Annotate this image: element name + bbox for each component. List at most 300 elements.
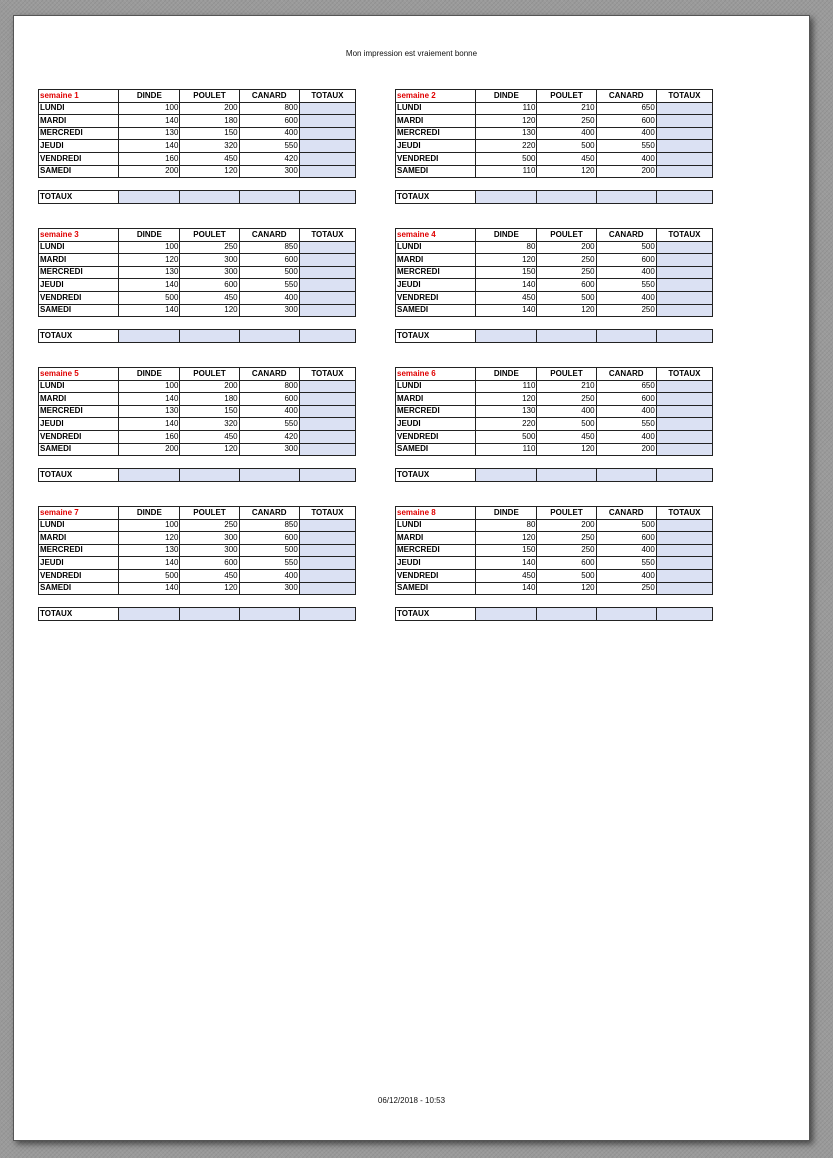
- poulet-cell[interactable]: 120: [537, 304, 596, 317]
- column-header: TOTAUX: [299, 229, 355, 242]
- dinde-cell[interactable]: 130: [119, 405, 180, 418]
- row-total-cell[interactable]: [299, 582, 355, 595]
- total-cell[interactable]: [596, 330, 656, 343]
- totals-row: [396, 191, 713, 204]
- dinde-cell[interactable]: 450: [476, 569, 537, 582]
- dinde-cell[interactable]: 140: [476, 557, 537, 570]
- column-header: DINDE: [119, 90, 180, 103]
- dinde-cell[interactable]: 110: [476, 380, 537, 393]
- canard-cell[interactable]: 400: [239, 405, 299, 418]
- total-cell[interactable]: [239, 191, 299, 204]
- canard-cell[interactable]: 500: [239, 266, 299, 279]
- dinde-cell[interactable]: 220: [476, 418, 537, 431]
- row-total-cell[interactable]: [656, 393, 712, 406]
- total-cell[interactable]: [476, 608, 537, 621]
- table-row: [39, 254, 356, 267]
- dinde-cell[interactable]: 150: [476, 266, 537, 279]
- row-total-cell[interactable]: [656, 532, 712, 545]
- poulet-cell[interactable]: 150: [180, 405, 239, 418]
- poulet-cell[interactable]: 250: [180, 241, 239, 254]
- row-total-cell[interactable]: [656, 165, 712, 178]
- week-totals-table: [38, 468, 356, 482]
- canard-cell[interactable]: 300: [239, 304, 299, 317]
- column-header: POULET: [180, 229, 239, 242]
- dinde-cell[interactable]: 120: [119, 532, 180, 545]
- poulet-cell[interactable]: 500: [537, 569, 596, 582]
- table-row: [396, 304, 713, 317]
- column-header: CANARD: [239, 507, 299, 520]
- canard-cell[interactable]: 400: [596, 430, 656, 443]
- total-cell[interactable]: [537, 330, 596, 343]
- canard-cell[interactable]: 500: [239, 544, 299, 557]
- row-total-cell[interactable]: [299, 405, 355, 418]
- day-label: SAMEDI: [39, 304, 119, 317]
- poulet-cell[interactable]: 450: [180, 291, 239, 304]
- poulet-cell[interactable]: 250: [537, 393, 596, 406]
- total-cell[interactable]: [656, 191, 712, 204]
- total-cell[interactable]: [596, 608, 656, 621]
- table-row: [396, 405, 713, 418]
- canard-cell[interactable]: 400: [239, 127, 299, 140]
- canard-cell[interactable]: 650: [596, 102, 656, 115]
- poulet-cell[interactable]: 210: [537, 102, 596, 115]
- table-row: [39, 380, 356, 393]
- row-total-cell[interactable]: [299, 152, 355, 165]
- total-cell[interactable]: [119, 608, 180, 621]
- total-cell[interactable]: [180, 191, 239, 204]
- dinde-cell[interactable]: 120: [476, 393, 537, 406]
- row-total-cell[interactable]: [656, 544, 712, 557]
- row-total-cell[interactable]: [656, 557, 712, 570]
- row-total-cell[interactable]: [656, 279, 712, 292]
- dinde-cell[interactable]: 200: [119, 165, 180, 178]
- poulet-cell[interactable]: 250: [537, 532, 596, 545]
- total-cell[interactable]: [239, 469, 299, 482]
- row-total-cell[interactable]: [299, 165, 355, 178]
- poulet-cell[interactable]: 180: [180, 393, 239, 406]
- column-header: CANARD: [596, 229, 656, 242]
- table-row: [39, 557, 356, 570]
- dinde-cell[interactable]: 140: [119, 115, 180, 128]
- row-total-cell[interactable]: [656, 405, 712, 418]
- table-row: [39, 418, 356, 431]
- table-row: [396, 165, 713, 178]
- header-row: [39, 507, 356, 520]
- canard-cell[interactable]: 250: [596, 304, 656, 317]
- poulet-cell[interactable]: 320: [180, 418, 239, 431]
- row-total-cell[interactable]: [299, 266, 355, 279]
- poulet-cell[interactable]: 500: [537, 140, 596, 153]
- dinde-cell[interactable]: 500: [119, 569, 180, 582]
- total-cell[interactable]: [239, 608, 299, 621]
- total-cell[interactable]: [596, 469, 656, 482]
- week-title: semaine 6: [396, 368, 476, 381]
- day-label: LUNDI: [39, 102, 119, 115]
- row-total-cell[interactable]: [299, 544, 355, 557]
- dinde-cell[interactable]: 100: [119, 380, 180, 393]
- dinde-cell[interactable]: 120: [476, 254, 537, 267]
- canard-cell[interactable]: 600: [596, 254, 656, 267]
- canard-cell[interactable]: 300: [239, 582, 299, 595]
- dinde-cell[interactable]: 130: [119, 266, 180, 279]
- canard-cell[interactable]: 550: [596, 279, 656, 292]
- poulet-cell[interactable]: 400: [537, 405, 596, 418]
- row-total-cell[interactable]: [656, 241, 712, 254]
- canard-cell[interactable]: 800: [239, 102, 299, 115]
- day-label: SAMEDI: [39, 443, 119, 456]
- canard-cell[interactable]: 200: [596, 443, 656, 456]
- poulet-cell[interactable]: 120: [537, 165, 596, 178]
- table-row: [39, 304, 356, 317]
- total-cell[interactable]: [180, 469, 239, 482]
- dinde-cell[interactable]: 450: [476, 291, 537, 304]
- canard-cell[interactable]: 400: [596, 544, 656, 557]
- total-cell[interactable]: [537, 191, 596, 204]
- row-total-cell[interactable]: [299, 127, 355, 140]
- totals-label: TOTAUX: [39, 608, 119, 621]
- poulet-cell[interactable]: 600: [180, 279, 239, 292]
- total-cell[interactable]: [299, 469, 355, 482]
- row-total-cell[interactable]: [656, 418, 712, 431]
- dinde-cell[interactable]: 140: [119, 304, 180, 317]
- totals-label: TOTAUX: [396, 608, 476, 621]
- dinde-cell[interactable]: 130: [476, 127, 537, 140]
- poulet-cell[interactable]: 210: [537, 380, 596, 393]
- row-total-cell[interactable]: [656, 443, 712, 456]
- poulet-cell[interactable]: 500: [537, 291, 596, 304]
- day-label: LUNDI: [39, 241, 119, 254]
- row-total-cell[interactable]: [656, 582, 712, 595]
- poulet-cell[interactable]: 300: [180, 532, 239, 545]
- day-label: JEUDI: [39, 418, 119, 431]
- total-cell[interactable]: [299, 330, 355, 343]
- row-total-cell[interactable]: [656, 115, 712, 128]
- poulet-cell[interactable]: 450: [180, 430, 239, 443]
- table-row: [39, 152, 356, 165]
- dinde-cell[interactable]: 130: [476, 405, 537, 418]
- canard-cell[interactable]: 400: [596, 569, 656, 582]
- row-total-cell[interactable]: [299, 241, 355, 254]
- poulet-cell[interactable]: 120: [537, 443, 596, 456]
- week-title: semaine 1: [39, 90, 119, 103]
- day-label: JEUDI: [396, 279, 476, 292]
- table-row: [396, 569, 713, 582]
- total-cell[interactable]: [537, 608, 596, 621]
- table-row: [39, 569, 356, 582]
- dinde-cell[interactable]: 110: [476, 165, 537, 178]
- poulet-cell[interactable]: 120: [180, 443, 239, 456]
- row-total-cell[interactable]: [299, 304, 355, 317]
- row-total-cell[interactable]: [299, 532, 355, 545]
- day-label: SAMEDI: [396, 304, 476, 317]
- table-row: [396, 532, 713, 545]
- poulet-cell[interactable]: 200: [180, 102, 239, 115]
- total-cell[interactable]: [596, 191, 656, 204]
- canard-cell[interactable]: 400: [596, 266, 656, 279]
- row-total-cell[interactable]: [656, 102, 712, 115]
- canard-cell[interactable]: 850: [239, 241, 299, 254]
- week-title: semaine 2: [396, 90, 476, 103]
- canard-cell[interactable]: 600: [596, 393, 656, 406]
- poulet-cell[interactable]: 600: [537, 279, 596, 292]
- day-label: MARDI: [396, 115, 476, 128]
- poulet-cell[interactable]: 400: [537, 127, 596, 140]
- total-cell[interactable]: [656, 330, 712, 343]
- canard-cell[interactable]: 400: [596, 405, 656, 418]
- row-total-cell[interactable]: [656, 380, 712, 393]
- totals-row: [39, 608, 356, 621]
- day-label: JEUDI: [396, 418, 476, 431]
- table-row: [396, 241, 713, 254]
- canard-cell[interactable]: 400: [596, 291, 656, 304]
- poulet-cell[interactable]: 250: [537, 544, 596, 557]
- table-row: [39, 127, 356, 140]
- total-cell[interactable]: [656, 608, 712, 621]
- row-total-cell[interactable]: [656, 266, 712, 279]
- dinde-cell[interactable]: 200: [119, 443, 180, 456]
- total-cell[interactable]: [656, 469, 712, 482]
- canard-cell[interactable]: 550: [596, 140, 656, 153]
- dinde-cell[interactable]: 160: [119, 152, 180, 165]
- poulet-cell[interactable]: 300: [180, 544, 239, 557]
- canard-cell[interactable]: 600: [239, 532, 299, 545]
- totals-label: TOTAUX: [396, 469, 476, 482]
- total-cell[interactable]: [476, 191, 537, 204]
- row-total-cell[interactable]: [299, 418, 355, 431]
- row-total-cell[interactable]: [299, 254, 355, 267]
- dinde-cell[interactable]: 140: [476, 582, 537, 595]
- canard-cell[interactable]: 420: [239, 430, 299, 443]
- row-total-cell[interactable]: [299, 519, 355, 532]
- poulet-cell[interactable]: 250: [537, 115, 596, 128]
- row-total-cell[interactable]: [299, 102, 355, 115]
- dinde-cell[interactable]: 120: [119, 254, 180, 267]
- canard-cell[interactable]: 400: [239, 569, 299, 582]
- dinde-cell[interactable]: 130: [119, 544, 180, 557]
- dinde-cell[interactable]: 500: [476, 430, 537, 443]
- row-total-cell[interactable]: [299, 291, 355, 304]
- total-cell[interactable]: [299, 191, 355, 204]
- canard-cell[interactable]: 600: [239, 393, 299, 406]
- row-total-cell[interactable]: [656, 152, 712, 165]
- row-total-cell[interactable]: [299, 393, 355, 406]
- totals-row: [39, 191, 356, 204]
- canard-cell[interactable]: 550: [239, 418, 299, 431]
- poulet-cell[interactable]: 200: [537, 519, 596, 532]
- poulet-cell[interactable]: 200: [537, 241, 596, 254]
- row-total-cell[interactable]: [656, 140, 712, 153]
- week-title: semaine 7: [39, 507, 119, 520]
- header-row: [39, 90, 356, 103]
- row-total-cell[interactable]: [656, 291, 712, 304]
- table-row: [396, 115, 713, 128]
- canard-cell[interactable]: 300: [239, 443, 299, 456]
- poulet-cell[interactable]: 120: [180, 165, 239, 178]
- week-totals-table: [38, 329, 356, 343]
- row-total-cell[interactable]: [656, 569, 712, 582]
- dinde-cell[interactable]: 500: [476, 152, 537, 165]
- dinde-cell[interactable]: 100: [119, 241, 180, 254]
- row-total-cell[interactable]: [299, 557, 355, 570]
- totals-row: [396, 608, 713, 621]
- day-label: LUNDI: [396, 241, 476, 254]
- dinde-cell[interactable]: 140: [119, 582, 180, 595]
- day-label: SAMEDI: [39, 165, 119, 178]
- total-cell[interactable]: [119, 330, 180, 343]
- row-total-cell[interactable]: [299, 380, 355, 393]
- column-header: CANARD: [239, 229, 299, 242]
- day-label: MERCREDI: [39, 405, 119, 418]
- row-total-cell[interactable]: [299, 569, 355, 582]
- poulet-cell[interactable]: 320: [180, 140, 239, 153]
- dinde-cell[interactable]: 80: [476, 241, 537, 254]
- dinde-cell[interactable]: 220: [476, 140, 537, 153]
- dinde-cell[interactable]: 150: [476, 544, 537, 557]
- total-cell[interactable]: [299, 608, 355, 621]
- column-header: POULET: [180, 90, 239, 103]
- poulet-cell[interactable]: 120: [180, 304, 239, 317]
- day-label: SAMEDI: [396, 443, 476, 456]
- poulet-cell[interactable]: 300: [180, 254, 239, 267]
- day-label: LUNDI: [39, 380, 119, 393]
- poulet-cell[interactable]: 450: [180, 152, 239, 165]
- poulet-cell[interactable]: 450: [537, 152, 596, 165]
- total-cell[interactable]: [239, 330, 299, 343]
- total-cell[interactable]: [537, 469, 596, 482]
- row-total-cell[interactable]: [299, 115, 355, 128]
- total-cell[interactable]: [180, 608, 239, 621]
- row-total-cell[interactable]: [299, 279, 355, 292]
- total-cell[interactable]: [476, 330, 537, 343]
- total-cell[interactable]: [180, 330, 239, 343]
- canard-cell[interactable]: 200: [596, 165, 656, 178]
- canard-cell[interactable]: 300: [239, 165, 299, 178]
- week-table: [38, 89, 356, 178]
- column-header: TOTAUX: [656, 368, 712, 381]
- poulet-cell[interactable]: 150: [180, 127, 239, 140]
- dinde-cell[interactable]: 110: [476, 102, 537, 115]
- poulet-cell[interactable]: 120: [180, 582, 239, 595]
- row-total-cell[interactable]: [656, 127, 712, 140]
- column-header: POULET: [180, 507, 239, 520]
- page-footer-date: 06/12/2018 - 10:53: [377, 1096, 446, 1105]
- dinde-cell[interactable]: 140: [119, 393, 180, 406]
- day-label: LUNDI: [39, 519, 119, 532]
- dinde-cell[interactable]: 100: [119, 519, 180, 532]
- canard-cell[interactable]: 550: [239, 279, 299, 292]
- poulet-cell[interactable]: 180: [180, 115, 239, 128]
- dinde-cell[interactable]: 140: [119, 418, 180, 431]
- table-row: [396, 102, 713, 115]
- week-title: semaine 4: [396, 229, 476, 242]
- week-table: [395, 506, 713, 595]
- poulet-cell[interactable]: 200: [180, 380, 239, 393]
- canard-cell[interactable]: 400: [239, 291, 299, 304]
- poulet-cell[interactable]: 250: [537, 266, 596, 279]
- dinde-cell[interactable]: 140: [476, 304, 537, 317]
- row-total-cell[interactable]: [299, 140, 355, 153]
- dinde-cell[interactable]: 500: [119, 291, 180, 304]
- poulet-cell[interactable]: 500: [537, 418, 596, 431]
- poulet-cell[interactable]: 600: [180, 557, 239, 570]
- canard-cell[interactable]: 850: [239, 519, 299, 532]
- table-row: [39, 115, 356, 128]
- row-total-cell[interactable]: [656, 519, 712, 532]
- poulet-cell[interactable]: 600: [537, 557, 596, 570]
- canard-cell[interactable]: 550: [239, 557, 299, 570]
- column-header: TOTAUX: [656, 229, 712, 242]
- poulet-cell[interactable]: 450: [537, 430, 596, 443]
- dinde-cell[interactable]: 80: [476, 519, 537, 532]
- dinde-cell[interactable]: 140: [476, 279, 537, 292]
- day-label: JEUDI: [39, 557, 119, 570]
- total-cell[interactable]: [119, 469, 180, 482]
- canard-cell[interactable]: 600: [239, 254, 299, 267]
- total-cell[interactable]: [476, 469, 537, 482]
- day-label: MERCREDI: [39, 544, 119, 557]
- dinde-cell[interactable]: 130: [119, 127, 180, 140]
- canard-cell[interactable]: 800: [239, 380, 299, 393]
- table-row: [396, 380, 713, 393]
- dinde-cell[interactable]: 160: [119, 430, 180, 443]
- poulet-cell[interactable]: 250: [537, 254, 596, 267]
- week-block: [395, 228, 715, 343]
- row-total-cell[interactable]: [656, 430, 712, 443]
- poulet-cell[interactable]: 120: [537, 582, 596, 595]
- dinde-cell[interactable]: 140: [119, 557, 180, 570]
- day-label: MERCREDI: [39, 266, 119, 279]
- table-row: [396, 519, 713, 532]
- dinde-cell[interactable]: 120: [476, 115, 537, 128]
- day-label: VENDREDI: [39, 430, 119, 443]
- dinde-cell[interactable]: 110: [476, 443, 537, 456]
- dinde-cell[interactable]: 140: [119, 140, 180, 153]
- canard-cell[interactable]: 650: [596, 380, 656, 393]
- canard-cell[interactable]: 550: [239, 140, 299, 153]
- poulet-cell[interactable]: 300: [180, 266, 239, 279]
- dinde-cell[interactable]: 140: [119, 279, 180, 292]
- table-row: [396, 291, 713, 304]
- total-cell[interactable]: [119, 191, 180, 204]
- row-total-cell[interactable]: [299, 430, 355, 443]
- canard-cell[interactable]: 250: [596, 582, 656, 595]
- canard-cell[interactable]: 500: [596, 241, 656, 254]
- poulet-cell[interactable]: 450: [180, 569, 239, 582]
- header-row: [396, 229, 713, 242]
- dinde-cell[interactable]: 120: [476, 532, 537, 545]
- day-label: LUNDI: [396, 102, 476, 115]
- table-row: [39, 266, 356, 279]
- table-row: [39, 241, 356, 254]
- row-total-cell[interactable]: [656, 254, 712, 267]
- canard-cell[interactable]: 400: [596, 127, 656, 140]
- canard-cell[interactable]: 550: [596, 418, 656, 431]
- totals-row: [396, 330, 713, 343]
- canard-cell[interactable]: 550: [596, 557, 656, 570]
- header-row: [396, 368, 713, 381]
- canard-cell[interactable]: 400: [596, 152, 656, 165]
- canard-cell[interactable]: 600: [596, 115, 656, 128]
- canard-cell[interactable]: 600: [239, 115, 299, 128]
- canard-cell[interactable]: 600: [596, 532, 656, 545]
- dinde-cell[interactable]: 100: [119, 102, 180, 115]
- column-header: TOTAUX: [299, 368, 355, 381]
- row-total-cell[interactable]: [299, 443, 355, 456]
- row-total-cell[interactable]: [656, 304, 712, 317]
- poulet-cell[interactable]: 250: [180, 519, 239, 532]
- canard-cell[interactable]: 500: [596, 519, 656, 532]
- canard-cell[interactable]: 420: [239, 152, 299, 165]
